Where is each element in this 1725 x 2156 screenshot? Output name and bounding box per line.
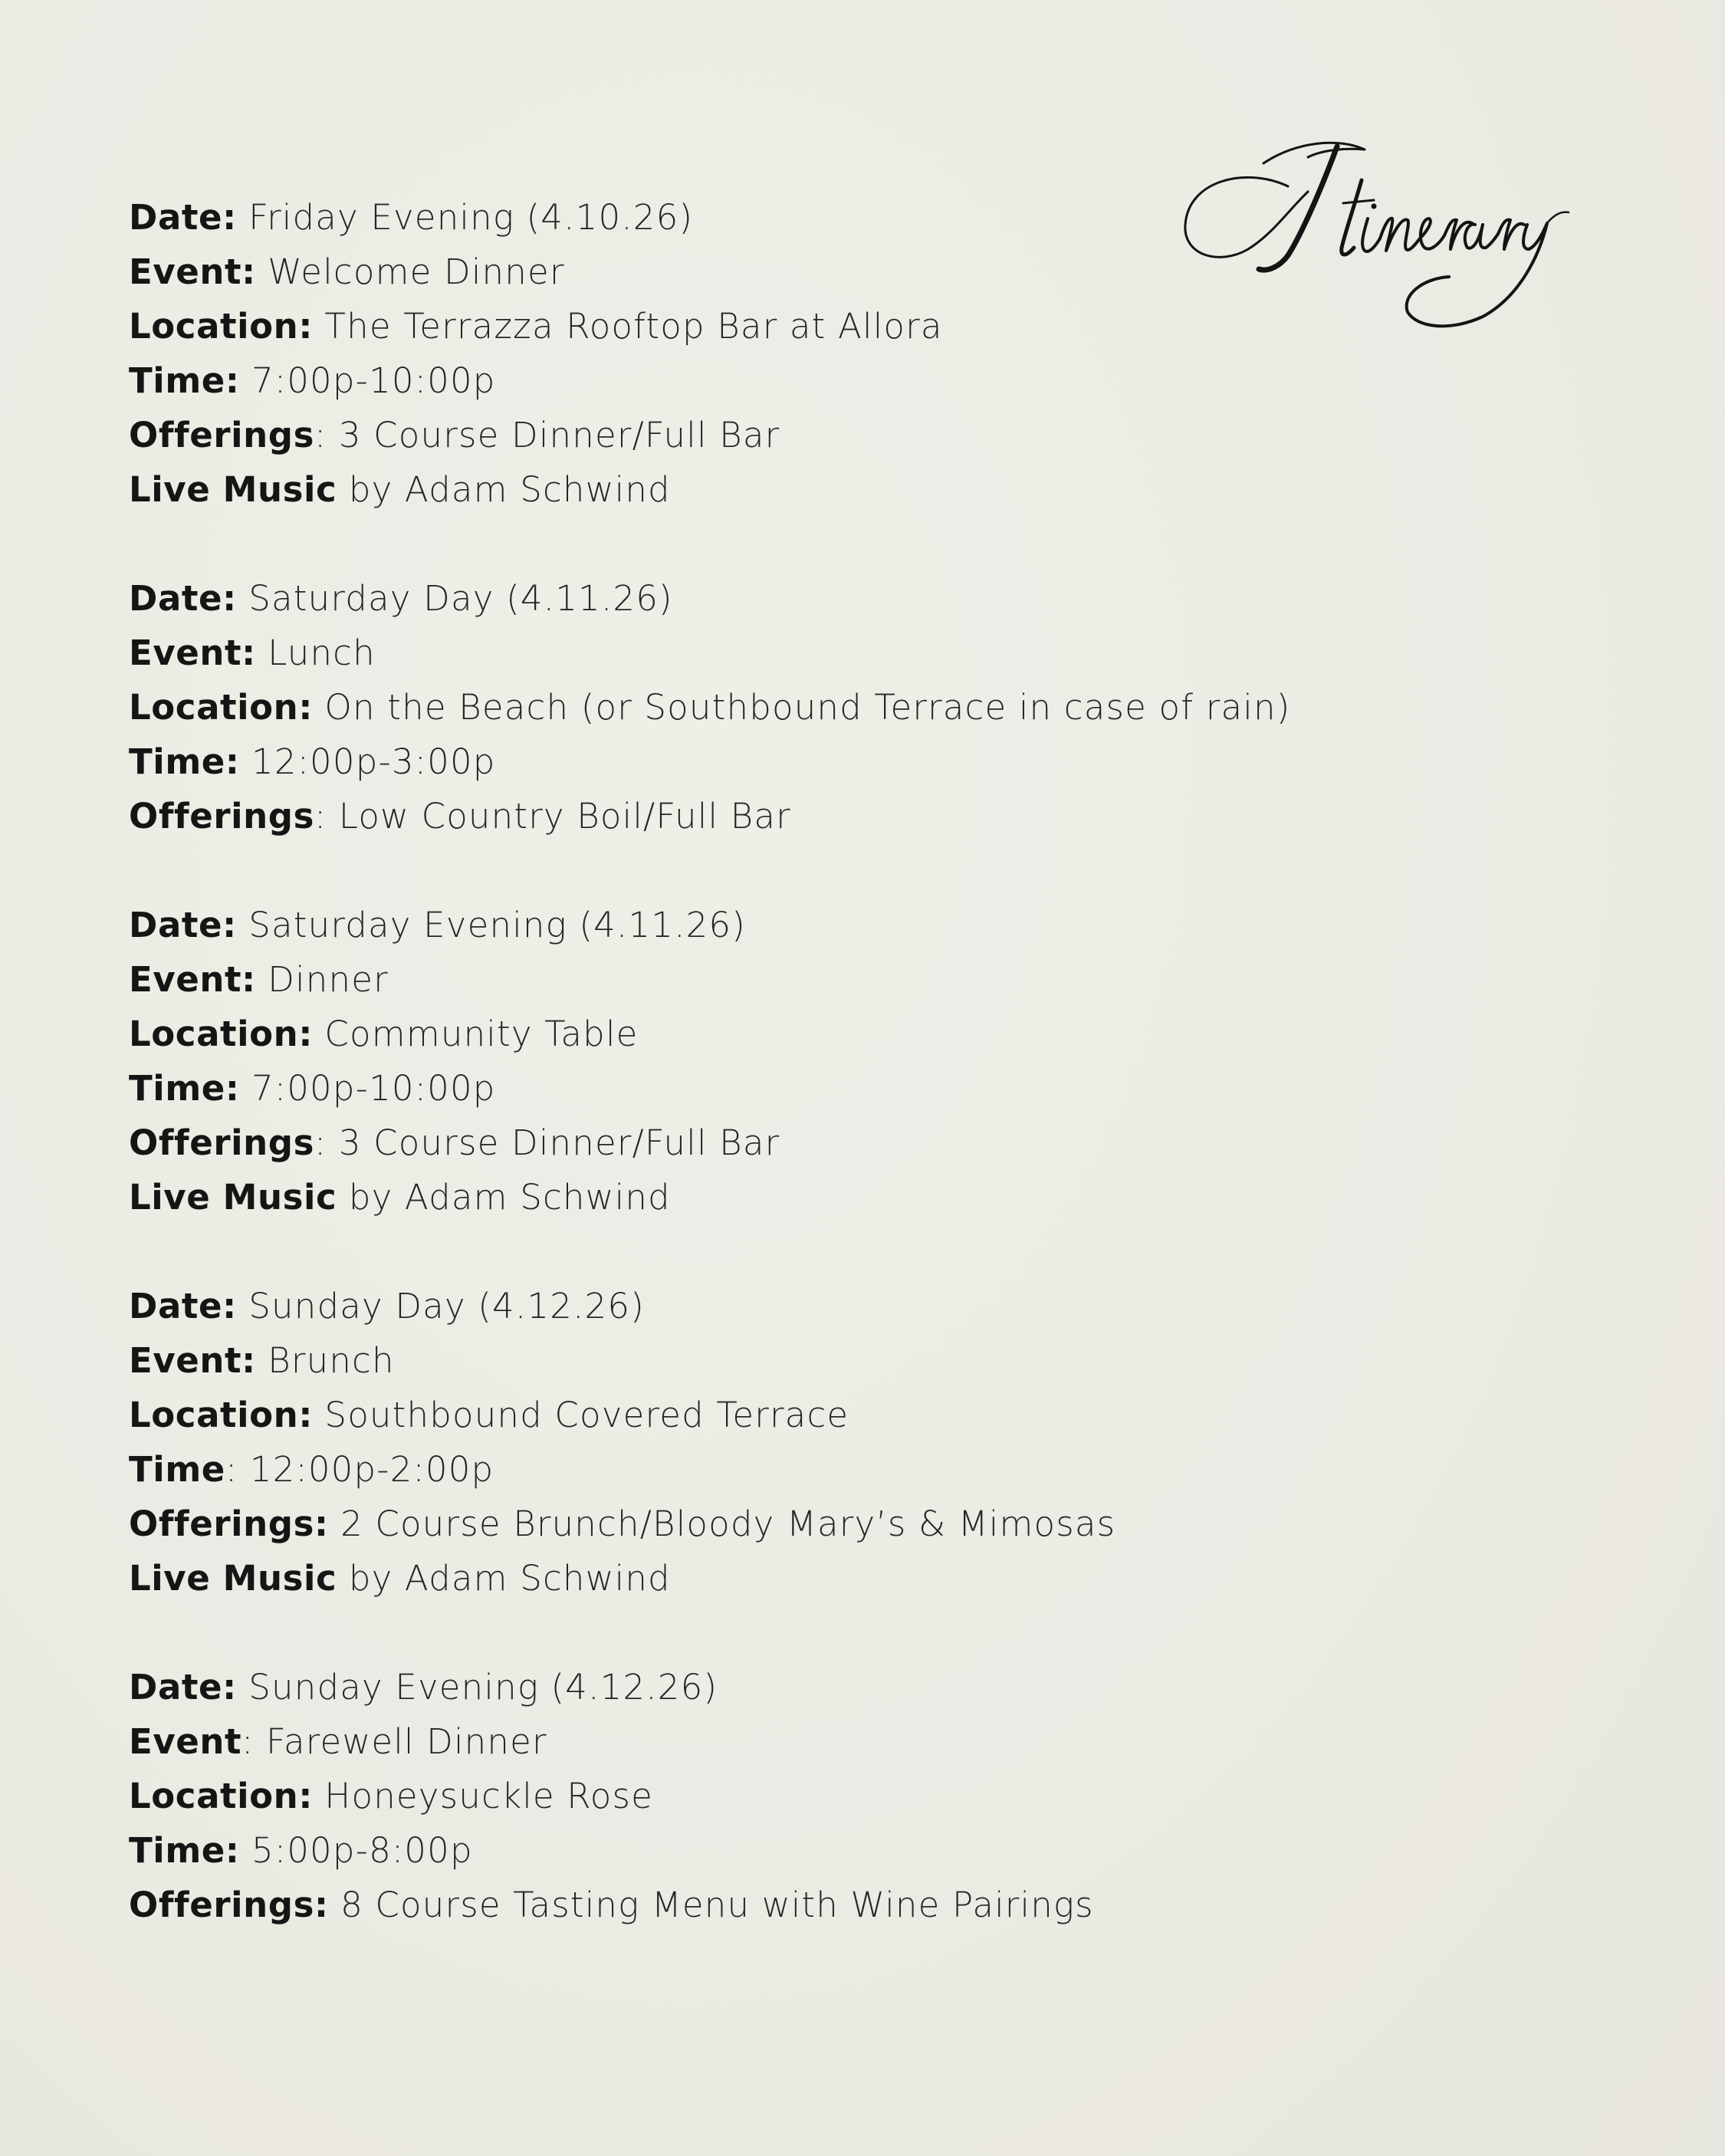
event-date-line bbox=[129, 1660, 1585, 1714]
offerings-value: : 3 Course Dinner/Full Bar bbox=[314, 1122, 780, 1163]
time-label: Time: bbox=[129, 360, 240, 401]
date-value: Saturday Evening (4.11.26) bbox=[236, 905, 747, 945]
event-date-line bbox=[129, 898, 1585, 952]
offerings-label: Offerings bbox=[129, 1122, 314, 1163]
event-time-line bbox=[129, 1442, 1585, 1497]
event-location-line bbox=[129, 680, 1585, 735]
offerings-value: : Low Country Boil/Full Bar bbox=[314, 796, 791, 836]
time-label: Time: bbox=[129, 741, 240, 782]
time-value: 12:00p-3:00p bbox=[239, 741, 496, 782]
live-music-value: by Adam Schwind bbox=[337, 469, 671, 510]
location-value: The Terrazza Rooftop Bar at Allora bbox=[312, 306, 943, 347]
live-music-value: by Adam Schwind bbox=[337, 1177, 671, 1218]
offerings-value: 2 Course Brunch/Bloody Mary’s & Mimosas bbox=[328, 1504, 1116, 1544]
date-value: Saturday Day (4.11.26) bbox=[236, 578, 673, 619]
event-live-music-line bbox=[129, 1551, 1585, 1605]
time-value: 5:00p-8:00p bbox=[239, 1830, 473, 1871]
event-value: Brunch bbox=[255, 1340, 395, 1381]
date-value: Sunday Day (4.12.26) bbox=[236, 1286, 645, 1326]
location-value: Southbound Covered Terrace bbox=[312, 1395, 849, 1435]
event-location-line bbox=[129, 299, 1585, 353]
event-sunday-evening bbox=[129, 1660, 1585, 1932]
event-live-music-line bbox=[129, 1170, 1585, 1224]
event-saturday-evening bbox=[129, 898, 1585, 1224]
event-date-line bbox=[129, 1279, 1585, 1333]
date-label: Date: bbox=[129, 1667, 237, 1707]
time-value: 7:00p-10:00p bbox=[239, 1068, 496, 1109]
offerings-value: 8 Course Tasting Menu with Wine Pairings bbox=[328, 1885, 1094, 1925]
live-music-label: Live Music bbox=[129, 469, 337, 510]
time-value: : 12:00p-2:00p bbox=[225, 1449, 495, 1490]
time-label: Time: bbox=[129, 1830, 240, 1871]
event-live-music-line bbox=[129, 462, 1585, 517]
offerings-label: Offerings bbox=[129, 796, 314, 836]
event-offerings-line bbox=[129, 1878, 1585, 1932]
event-offerings-line bbox=[129, 1497, 1585, 1551]
date-label: Date: bbox=[129, 197, 237, 238]
date-label: Date: bbox=[129, 578, 237, 619]
event-name-line bbox=[129, 952, 1585, 1007]
time-value: 7:00p-10:00p bbox=[239, 360, 496, 401]
time-label: Time bbox=[129, 1449, 225, 1490]
date-label: Date: bbox=[129, 905, 237, 945]
event-offerings-line bbox=[129, 789, 1585, 843]
event-friday-evening bbox=[129, 190, 1585, 517]
event-name-line bbox=[129, 1333, 1585, 1388]
event-time-line bbox=[129, 1823, 1585, 1878]
date-value: Sunday Evening (4.12.26) bbox=[236, 1667, 718, 1707]
event-date-line bbox=[129, 571, 1585, 626]
event-value: Lunch bbox=[255, 633, 376, 673]
location-label: Location: bbox=[129, 1395, 313, 1435]
location-label: Location: bbox=[129, 1776, 313, 1816]
offerings-label: Offerings: bbox=[129, 1885, 329, 1925]
event-value: : Farewell Dinner bbox=[242, 1721, 547, 1762]
live-music-value: by Adam Schwind bbox=[337, 1558, 671, 1599]
date-label: Date: bbox=[129, 1286, 237, 1326]
event-name-line bbox=[129, 1714, 1585, 1769]
event-location-line bbox=[129, 1007, 1585, 1061]
date-value: Friday Evening (4.10.26) bbox=[236, 197, 694, 238]
event-label: Event: bbox=[129, 251, 256, 292]
offerings-label: Offerings bbox=[129, 415, 314, 455]
offerings-label: Offerings: bbox=[129, 1504, 329, 1544]
event-value: Welcome Dinner bbox=[255, 251, 565, 292]
event-name-line bbox=[129, 245, 1585, 299]
event-time-line bbox=[129, 353, 1585, 408]
time-label: Time: bbox=[129, 1068, 240, 1109]
itinerary-list bbox=[129, 190, 1585, 1987]
event-saturday-day bbox=[129, 571, 1585, 843]
event-label: Event: bbox=[129, 1340, 256, 1381]
event-location-line bbox=[129, 1769, 1585, 1823]
event-time-line bbox=[129, 735, 1585, 789]
live-music-label: Live Music bbox=[129, 1177, 337, 1218]
offerings-value: : 3 Course Dinner/Full Bar bbox=[314, 415, 780, 455]
location-label: Location: bbox=[129, 1014, 313, 1054]
event-location-line bbox=[129, 1388, 1585, 1442]
event-time-line bbox=[129, 1061, 1585, 1116]
live-music-label: Live Music bbox=[129, 1558, 337, 1599]
location-label: Location: bbox=[129, 306, 313, 347]
event-name-line bbox=[129, 626, 1585, 680]
location-value: On the Beach (or Southbound Terrace in case of rain) bbox=[312, 687, 1291, 728]
event-sunday-day bbox=[129, 1279, 1585, 1605]
event-offerings-line bbox=[129, 1116, 1585, 1170]
event-value: Dinner bbox=[255, 959, 389, 1000]
location-label: Location: bbox=[129, 687, 313, 728]
location-value: Community Table bbox=[312, 1014, 639, 1054]
event-date-line bbox=[129, 190, 1585, 245]
event-label: Event bbox=[129, 1721, 242, 1762]
event-label: Event: bbox=[129, 633, 256, 673]
event-label: Event: bbox=[129, 959, 256, 1000]
event-offerings-line bbox=[129, 408, 1585, 462]
location-value: Honeysuckle Rose bbox=[312, 1776, 653, 1816]
